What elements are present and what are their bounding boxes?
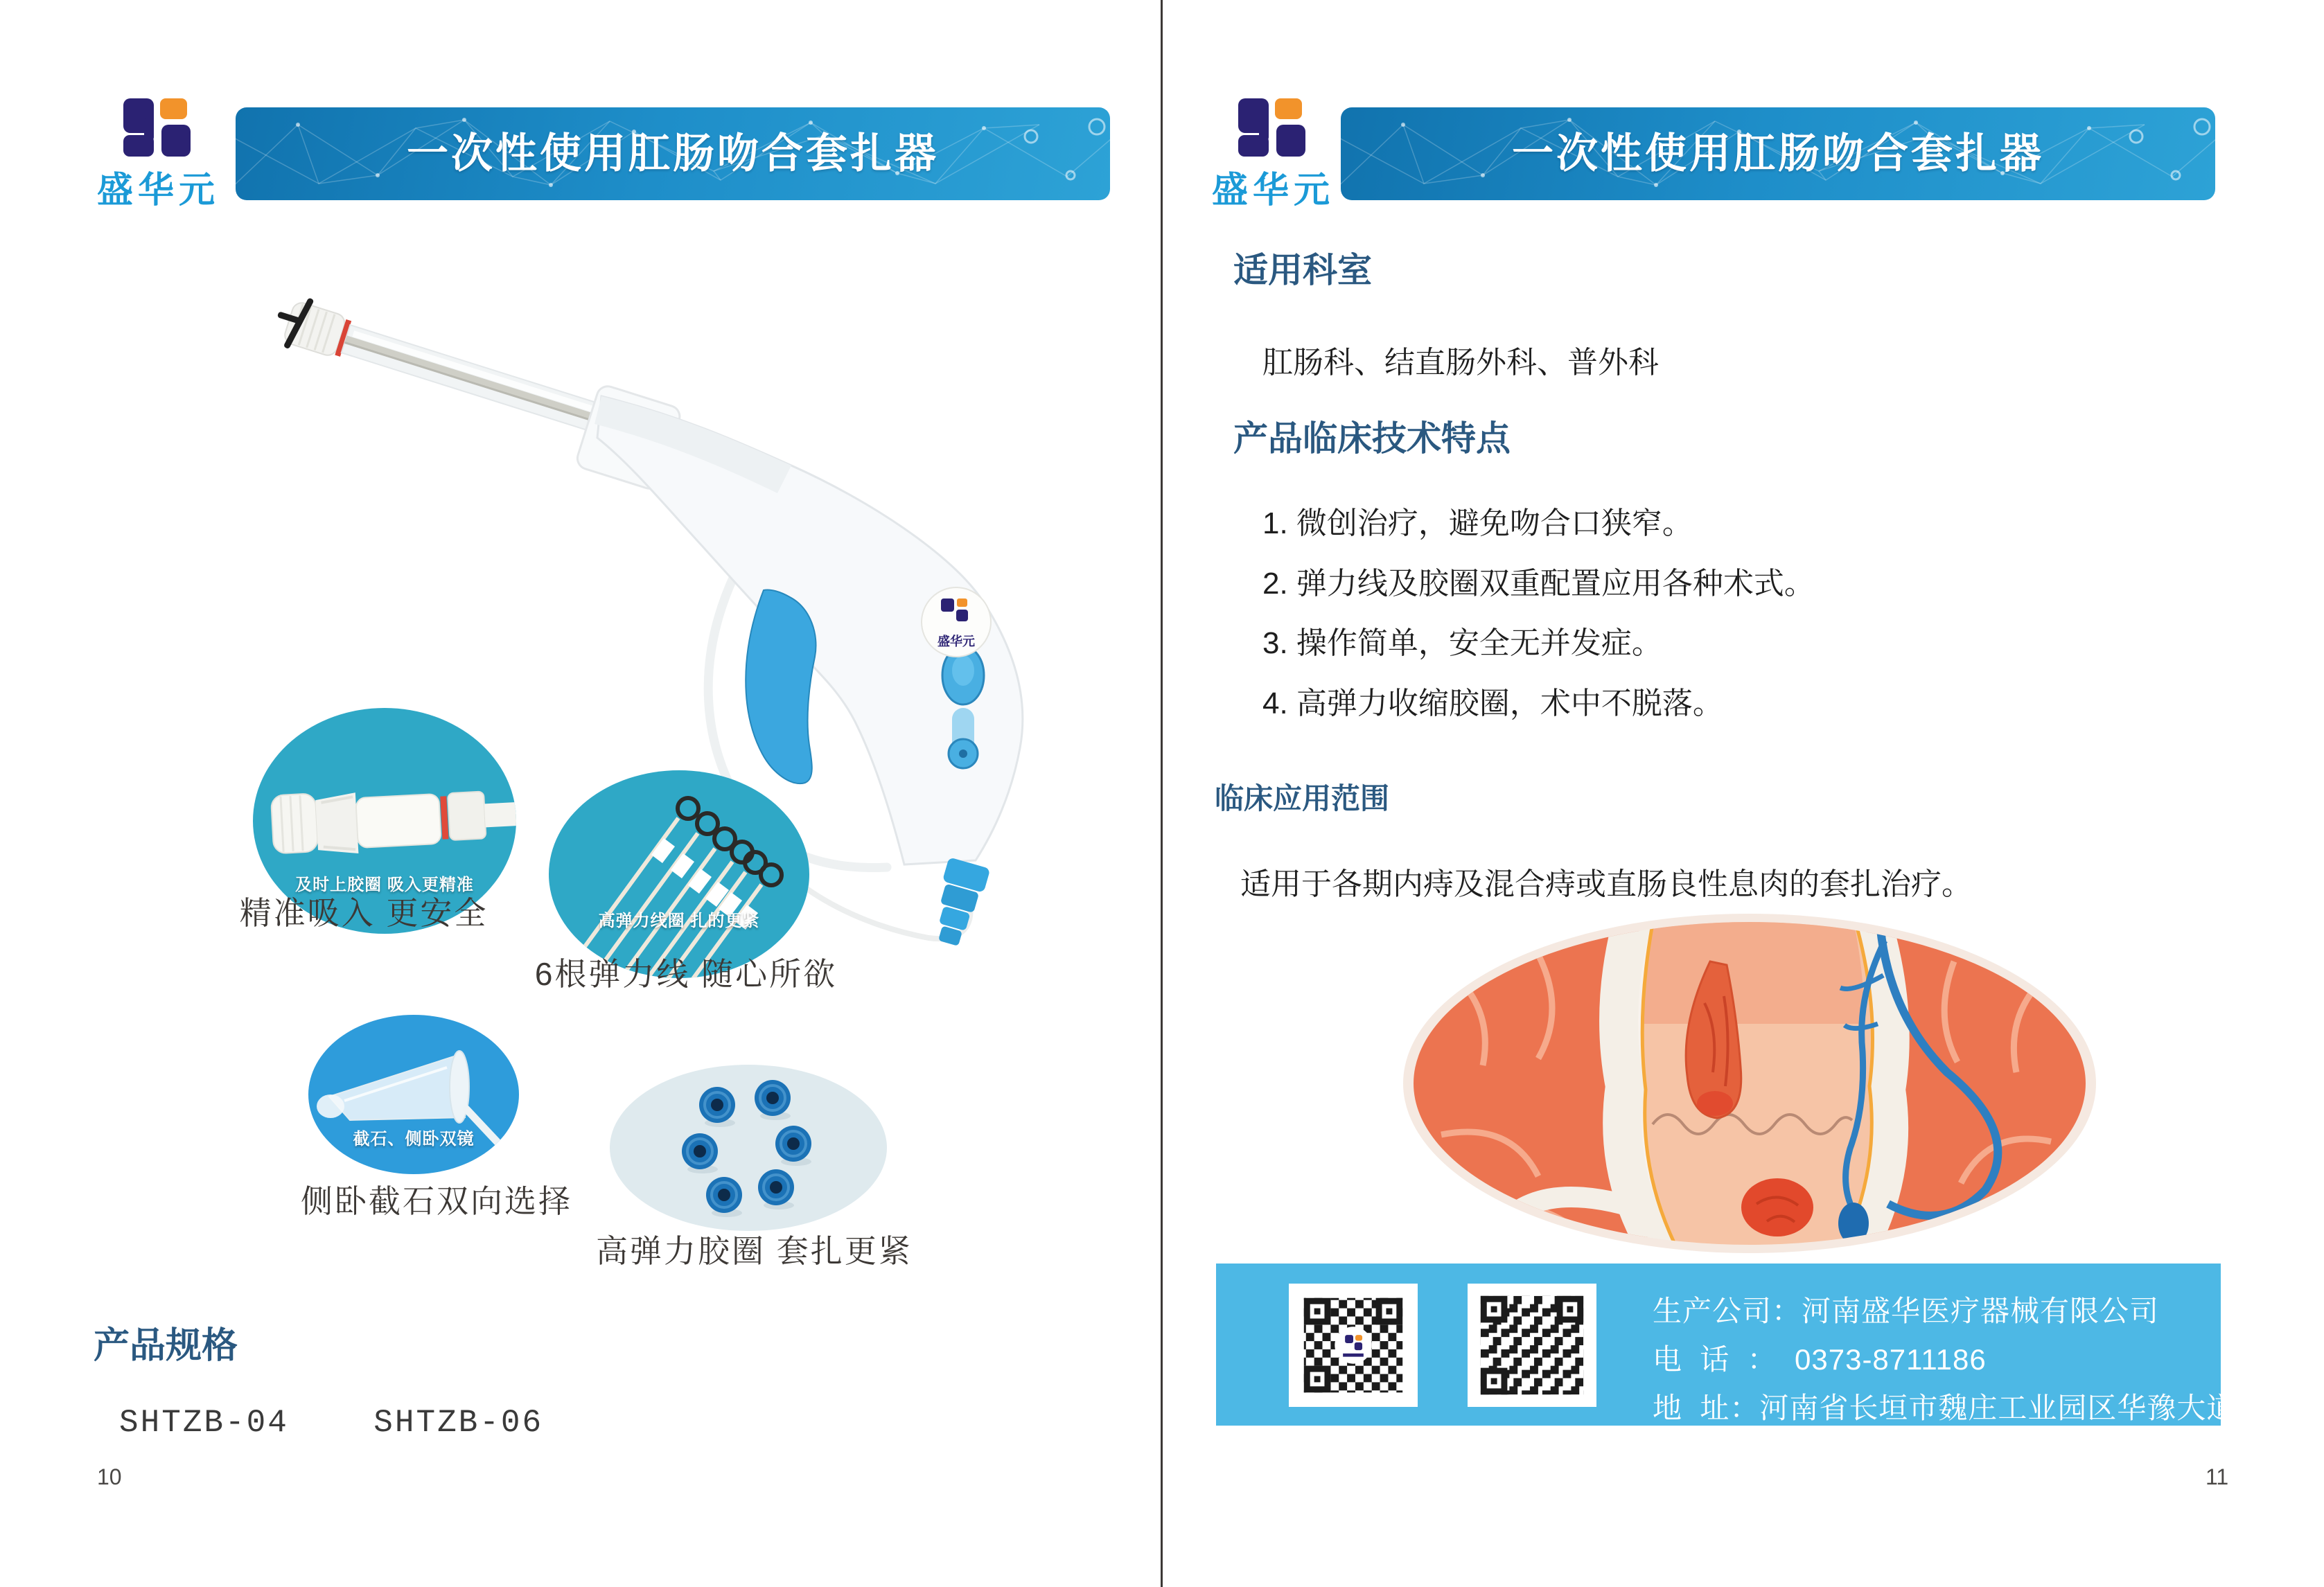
clinical-item: 2. 弹力线及胶圈双重配置应用各种术式。 bbox=[1262, 567, 1815, 601]
page-divider bbox=[1161, 0, 1163, 1587]
footer-address: 地 址：河南省长垣市魏庄工业园区华豫大道西侧 bbox=[1653, 1392, 2296, 1424]
clinical-heading: 产品临床技术特点 bbox=[1233, 419, 1511, 458]
spec-heading: 产品规格 bbox=[94, 1326, 238, 1366]
anatomy-illustration bbox=[1400, 913, 2099, 1254]
qr-code-icon bbox=[1289, 1284, 1418, 1407]
footer-company: 生产公司：河南盛华医疗器械有限公司 bbox=[1653, 1295, 2160, 1327]
clinical-item: 4. 高弹力收缩胶圈，术中不脱落。 bbox=[1262, 686, 1723, 720]
feature-caption: 侧卧截石双向选择 bbox=[301, 1183, 572, 1219]
feature-caption: 精准吸入 更安全 bbox=[239, 895, 488, 931]
scope-heading: 临床应用范围 bbox=[1215, 782, 1390, 815]
page-title: 一次性使用肛肠吻合套扎器 bbox=[1512, 130, 2044, 177]
device-sticker-text: 盛华元 bbox=[937, 635, 975, 648]
page-title: 一次性使用肛肠吻合套扎器 bbox=[407, 130, 939, 177]
footer-phone: 电 话 ： 0373-8711186 bbox=[1653, 1343, 1987, 1376]
feature-overlay-text: 截石、侧卧双镜 bbox=[353, 1130, 475, 1149]
feature-circle-rubber-rings bbox=[610, 1065, 887, 1231]
clinical-item: 3. 操作简单，安全无并发症。 bbox=[1262, 626, 1662, 660]
dept-text: 肛肠科、结直肠外科、普外科 bbox=[1262, 346, 1659, 380]
feature-circle-elastic-lines bbox=[549, 770, 809, 978]
scope-text: 适用于各期内痔及混合痔或直肠良性息肉的套扎治疗。 bbox=[1240, 867, 1972, 901]
page-title-banner bbox=[236, 107, 1110, 200]
dept-heading: 适用科室 bbox=[1233, 251, 1372, 290]
feature-overlay-text: 高弹力线圈 扎的更紧 bbox=[598, 912, 760, 930]
page-title-banner bbox=[1341, 107, 2215, 200]
brand-logo-text: 盛华元 bbox=[97, 170, 220, 211]
anoscope-illustration bbox=[308, 1015, 519, 1174]
page-number-left: 10 bbox=[97, 1464, 122, 1489]
elastic-lines-illustration bbox=[549, 770, 809, 978]
feature-overlay-text: 及时上胶圈 吸入更精准 bbox=[295, 876, 474, 894]
feature-caption: 6根弹力线 随心所欲 bbox=[534, 956, 838, 992]
manufacturer-footer bbox=[1216, 1264, 2296, 1426]
qr-code-icon bbox=[1468, 1284, 1596, 1407]
brand-logo-icon bbox=[123, 97, 191, 158]
brand-logo-icon bbox=[1238, 97, 1306, 158]
feature-caption: 高弹力胶圈 套扎更紧 bbox=[596, 1233, 913, 1269]
page-number-right: 11 bbox=[2206, 1464, 2229, 1489]
feature-circle-anoscope bbox=[308, 1015, 519, 1174]
brand-logo-text: 盛华元 bbox=[1212, 170, 1335, 211]
clinical-item: 1. 微创治疗，避免吻合口狭窄。 bbox=[1262, 506, 1693, 540]
rubber-rings-illustration bbox=[610, 1065, 887, 1231]
spec-models: SHTZB-04 SHTZB-06 bbox=[119, 1405, 544, 1441]
